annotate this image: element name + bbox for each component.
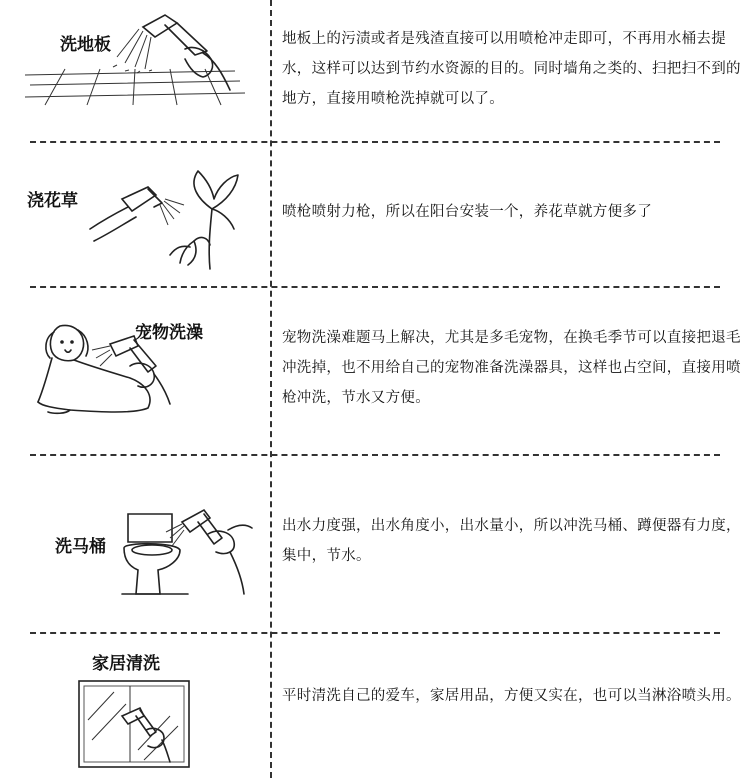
section-pet-bathing [0, 286, 750, 454]
section-toilet-cleaning [0, 454, 750, 632]
section-description: 喷枪喷射力枪，所以在阳台安装一个，养花草就方便多了 [282, 204, 652, 220]
section-home-cleaning [0, 632, 750, 778]
home-cleaning-illustration [78, 680, 192, 772]
section-watering-plants [0, 141, 750, 286]
section-title: 宠物洗澡 [135, 323, 203, 343]
section-floor-cleaning [0, 0, 750, 141]
section-description: 宠物洗澡难题马上解决，尤其是多毛宠物，在换毛季节可以直接把退毛冲洗掉，也不用给自己的宠物准备洗澡器具，这样也占空间，直接用喷枪冲洗，节水又方便。 [282, 330, 741, 406]
section-description: 出水力度强，出水角度小，出水量小，所以冲洗马桶、蹲便器有力度，集中，节水。 [282, 518, 741, 564]
section-title: 洗地板 [60, 35, 111, 55]
floor-washing-illustration [25, 5, 255, 115]
section-title: 洗马桶 [55, 537, 106, 557]
toilet-cleaning-illustration [118, 494, 268, 614]
section-title: 家居清洗 [92, 654, 160, 674]
plant-watering-illustration [70, 159, 270, 269]
section-title: 浇花草 [27, 191, 78, 211]
section-description: 地板上的污渍或者是残渣直接可以用喷枪冲走即可，不再用水桶去提水，这样可以达到节约水资源的目的。同时墙角之类的、扫把扫不到的地方，直接用喷枪洗掉就可以了。 [282, 31, 741, 107]
section-description: 平时清洗自己的爱车，家居用品，方便又实在，也可以当淋浴喷头用。 [282, 688, 741, 704]
